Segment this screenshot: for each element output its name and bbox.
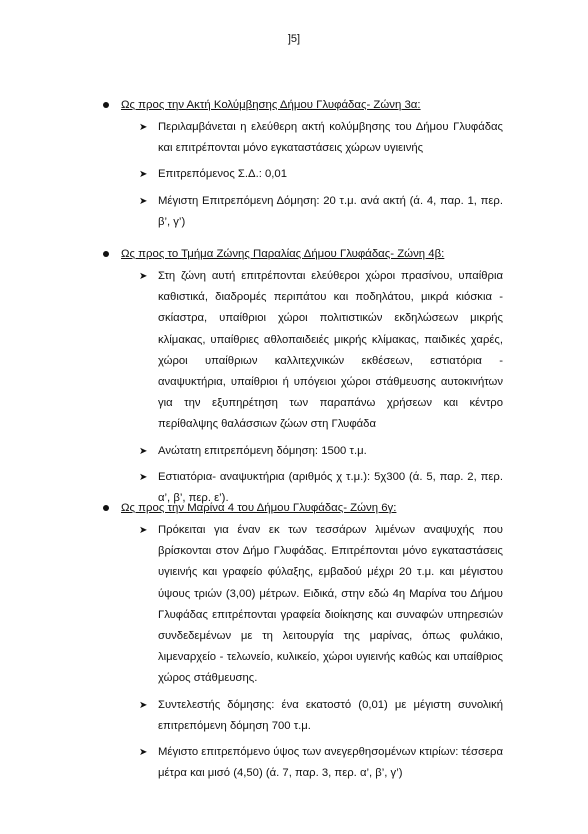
list-item — [139, 191, 503, 233]
section-title-text: Ως προς την Μαρίνα 4 του Δήμου Γλυφάδας- Ζώνη 6γ: — [121, 502, 397, 514]
list-item-text: Στη ζώνη αυτή επιτρέπονται ελεύθεροι χώροι πρασίνου, υπαίθρια καθιστικά, διαδρομές περιπάτου και ποδηλάτου, μικρά κιόσκια - σκίαστρα, υπαίθριοι χώροι πολιτιστικών εκδηλώσεων μικρής κλίμακας, υπαίθριες αθλοπαιδειές μικρής κλίμακας, παιδικές χαρές, χώροι υπαίθριων καλλιτεχνικών εκθέσεων, εστιατόρια - αναψυκτήρια, υπαίθριοι ή υπόγειοι χώροι στάθμευσης αυτοκινήτων για την εξυπηρέτηση των παραπάνω χρήσεων και κέντρο περίθαλψης θαλάσσιων ζώων στη Γλυφάδα — [158, 270, 503, 431]
bullet-dot-icon — [103, 251, 109, 257]
section-heading — [103, 97, 503, 113]
arrow-bullet-icon: ➤ — [139, 195, 148, 207]
list-item-text: Ανώτατη επιτρεπόμενη δόμηση: 1500 τ.μ. — [158, 444, 367, 457]
arrow-bullet-icon: ➤ — [139, 471, 148, 483]
section-zone-4b — [103, 246, 503, 514]
arrow-bullet-icon: ➤ — [139, 122, 148, 133]
item-list — [103, 117, 503, 233]
bullet-dot-icon — [103, 505, 109, 511]
arrow-bullet-icon: ➤ — [139, 169, 148, 181]
list-item — [139, 441, 503, 462]
list-item — [139, 520, 503, 690]
list-item — [139, 117, 503, 159]
item-list — [103, 266, 503, 509]
item-list — [103, 520, 503, 784]
list-item-text: Συντελεστής δόμησης: ένα εκατοστό (0,01) με μέγιστη συνολική επιτρεπόμενη δόμηση 700 τ.μ. — [158, 698, 503, 732]
list-item-text: Περιλαμβάνεται η ελεύθερη ακτή κολύμβησης του Δήμου Γλυφάδας και επιτρέπονται μόνο εγκαταστάσεις χώρων υγιεινής — [158, 121, 503, 155]
list-item-text: Μέγιστη Επιτρεπόμενη Δόμηση: 20 τ.μ. ανά ακτή (ά. 4, παρ. 1, περ. β’, γ’) — [158, 194, 503, 228]
list-item-text: Επιτρεπόμενος Σ.Δ.: 0,01 — [158, 168, 287, 181]
list-item — [139, 742, 503, 784]
arrow-bullet-icon: ➤ — [139, 699, 148, 711]
arrow-bullet-icon: ➤ — [139, 525, 148, 536]
section-title-text: Ως προς την Ακτή Κολύμβησης Δήμου Γλυφάδας- Ζώνη 3α: — [121, 99, 421, 111]
list-item-text: Μέγιστο επιτρεπόμενο ύψος των ανεγερθησομένων κτιρίων: τέσσερα μέτρα και μισό (4,50) (ά. 7, παρ. 3, περ. α’, β’, γ’) — [158, 746, 503, 780]
list-item — [139, 164, 503, 185]
page-number: ]5] — [287, 33, 301, 45]
arrow-bullet-icon: ➤ — [139, 271, 148, 282]
section-heading — [103, 246, 503, 262]
list-item — [139, 695, 503, 737]
section-zone-3a — [103, 97, 503, 238]
section-heading — [103, 500, 503, 516]
list-item — [139, 266, 503, 436]
list-item-text: Πρόκειται για έναν εκ των τεσσάρων λιμένων αναψυχής που βρίσκονται στον Δήμο Γλυφάδας. Επιτρέπονται μόνο εγκαταστάσεις υγιεινής και γραφείο φύλαξης, εμβαδού μέχρι 20 τ.μ. και μέγιστου ύψους τριών (3,00) μέτρων. Ειδικά, στην εδώ 4η Μαρίνα του Δήμου Γλυφάδας επιτρέπονται γραφεία διοίκησης και συναφών υπηρεσιών συνδεδεμένων με τη λειτουργία της μαρίνας, όπως φυλάκιο, λιμεναρχείο - τελωνείο, κυλικείο, χώροι υγιεινής καθώς και υπαίθριος χώρος στάθμευσης. — [158, 524, 503, 685]
section-zone-6g — [103, 500, 503, 789]
list-item-text: Εστιατόρια- αναψυκτήρια (αριθμός χ τ.μ.): 5χ300 (ά. 5, παρ. 2, περ. α’, β’, περ. ε’). — [158, 470, 503, 505]
arrow-bullet-icon: ➤ — [139, 445, 148, 457]
bullet-dot-icon — [103, 102, 109, 108]
arrow-bullet-icon: ➤ — [139, 747, 148, 759]
section-title-text: Ως προς το Τμήμα Ζώνης Παραλίας Δήμου Γλυφάδας- Ζώνη 4β: — [121, 248, 445, 260]
